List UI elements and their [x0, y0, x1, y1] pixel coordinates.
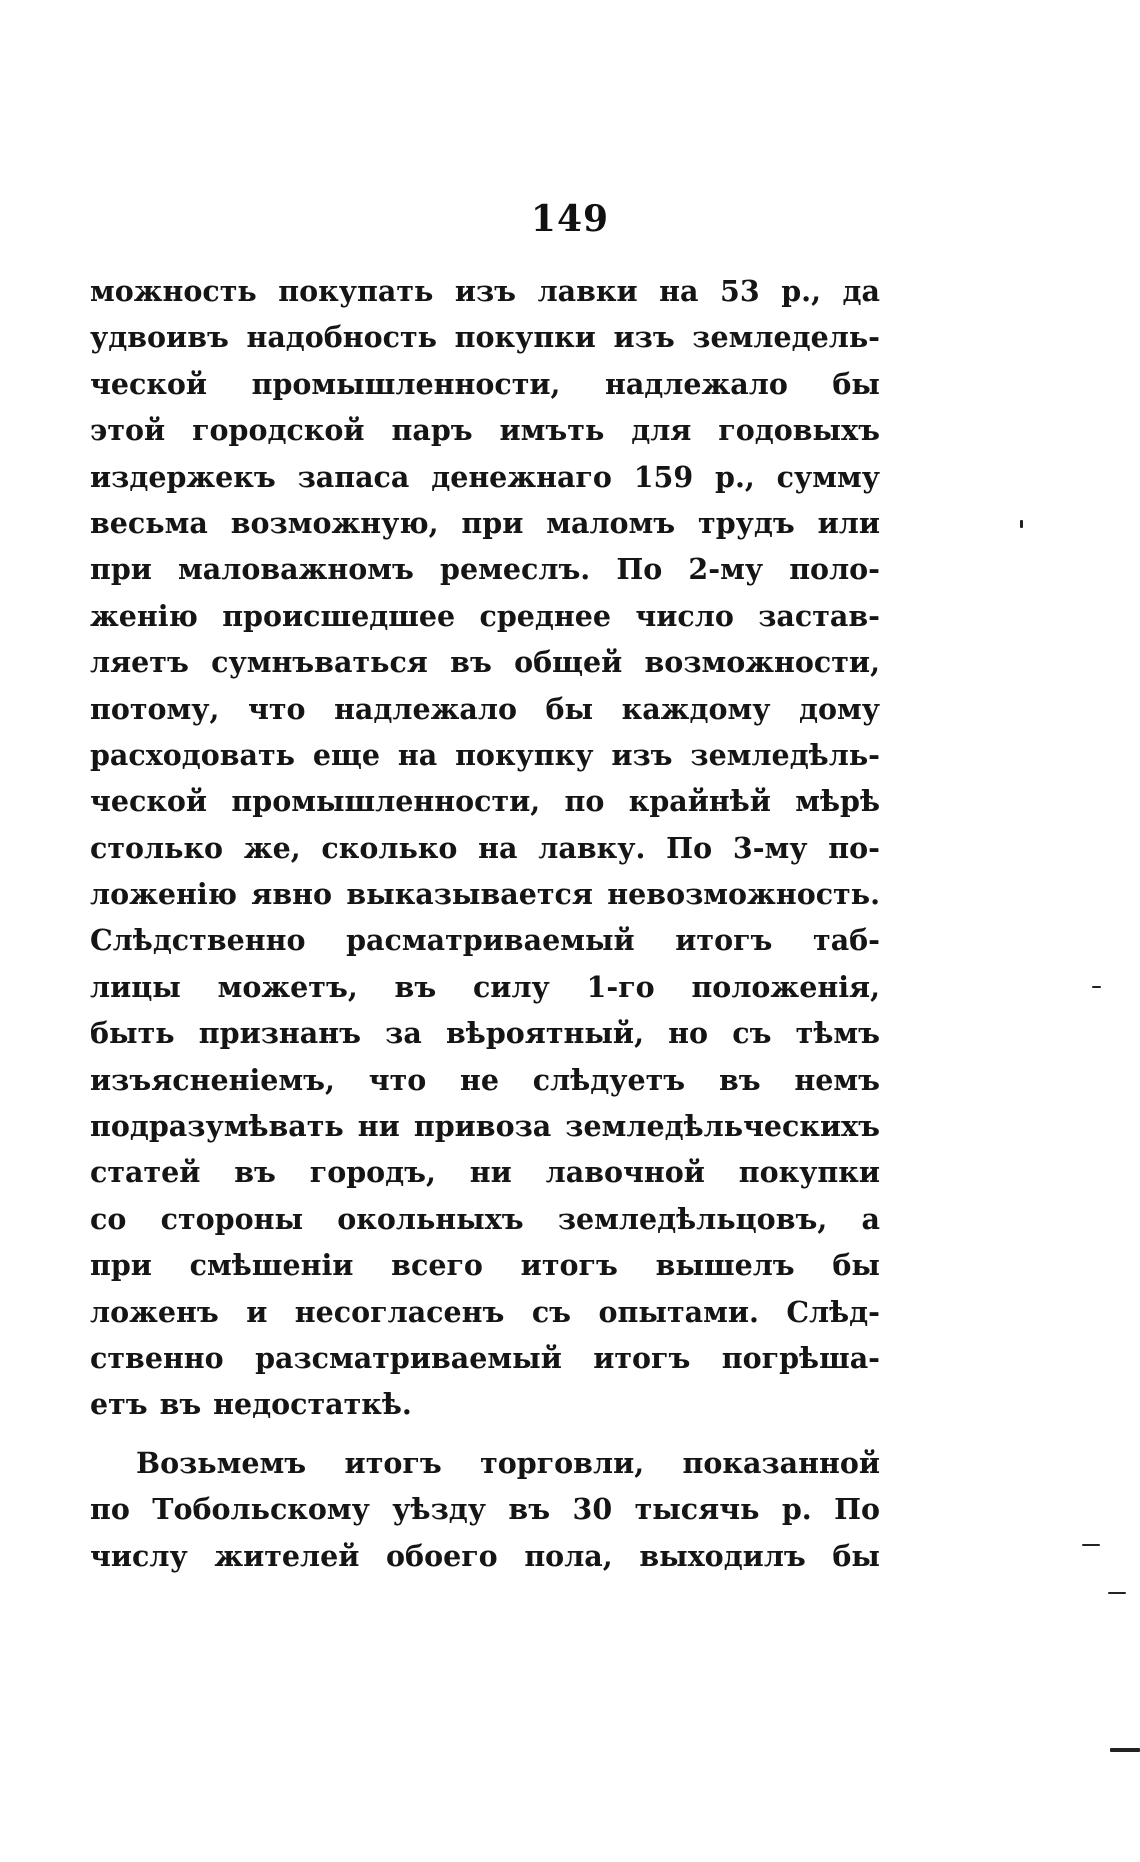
text-line: при маловажномъ ремеслъ. По 2-му поло-: [90, 552, 880, 587]
text-line: подразумѣвать ни привоза земледѣльческихъ: [90, 1109, 880, 1144]
body-text: [90, 268, 880, 1579]
text-line: весьма возможную, при маломъ трудъ или: [90, 505, 880, 540]
text-line: статей въ городъ, ни лавочной покупки: [90, 1155, 880, 1190]
text-line: лицы можетъ, въ силу 1-го положенія,: [90, 969, 880, 1004]
text-line: ческой промышленности, по крайнѣй мѣрѣ: [90, 784, 880, 819]
text-line: удвоивъ надобность покупки изъ земледель-: [90, 320, 880, 355]
scan-edge-mark: [1110, 1748, 1140, 1752]
text-line: быть признанъ за вѣроятный, но съ тѣмъ: [90, 1016, 880, 1051]
text-line: потому, что надлежало бы каждому дому: [90, 691, 880, 726]
scan-speck: [1108, 1592, 1126, 1594]
scan-speck: [1020, 520, 1023, 528]
text-line: Слѣдственно расматриваемый итогъ таб-: [90, 923, 880, 958]
text-line: ческой промышленности, надлежало бы: [90, 366, 880, 401]
text-line: этой городской паръ имъть для годовыхъ: [90, 413, 880, 448]
scan-speck: [1082, 1544, 1100, 1546]
scan-speck: [1092, 986, 1101, 988]
page-number: 149: [530, 198, 610, 240]
text-line: изъясненіемъ, что не слѣдуетъ въ немъ: [90, 1062, 880, 1097]
paragraph-start-line: Возьмемъ итогъ торговли, показанной: [136, 1445, 880, 1480]
text-line: ственно разсматриваемый итогъ погрѣша-: [90, 1340, 880, 1375]
text-line: со стороны окольныхъ земледѣльцовъ, а: [90, 1201, 880, 1236]
text-line: числу жителей обоего пола, выходилъ бы: [90, 1538, 880, 1573]
text-line: при смѣшеніи всего итогъ вышелъ бы: [90, 1248, 880, 1283]
text-line: по Тобольскому уѣзду въ 30 тысячь р. По: [90, 1492, 880, 1527]
text-line: столько же, сколько на лавку. По 3-му по-: [90, 830, 880, 865]
text-line: ложенъ и несогласенъ съ опытами. Слѣд-: [90, 1294, 880, 1329]
text-line: ложенію явно выказывается невозможность.: [90, 877, 880, 912]
text-line: издержекъ запаса денежнаго 159 р., сумму: [90, 459, 880, 494]
text-line: женію происшедшее среднее число застав-: [90, 598, 880, 633]
text-line: етъ въ недостаткѣ.: [90, 1387, 412, 1422]
text-line: ляетъ сумнъваться въ общей возможности,: [90, 645, 880, 680]
text-line: расходовать еще на покупку изъ земледѣль-: [90, 737, 880, 772]
text-line: можность покупать изъ лавки на 53 р., да: [90, 274, 880, 308]
